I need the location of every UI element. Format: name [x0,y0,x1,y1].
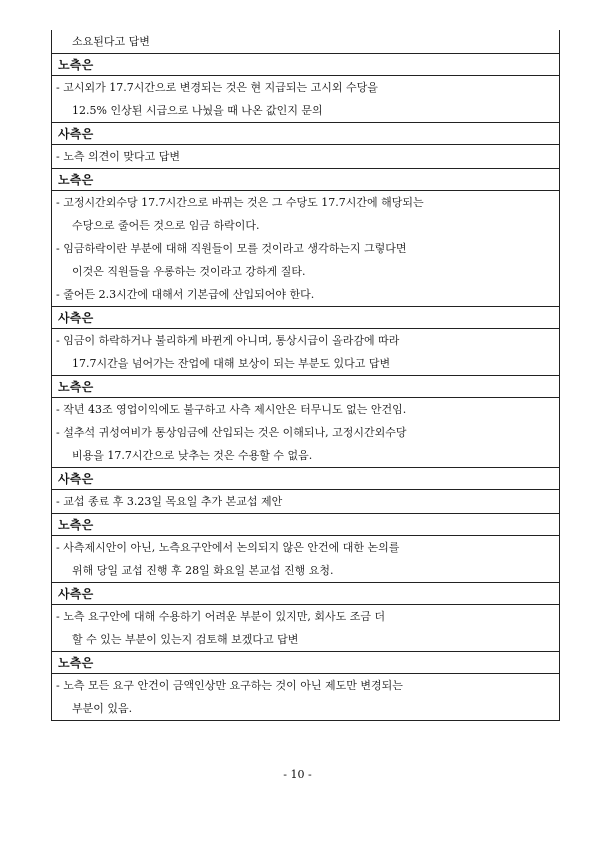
text-line: 17.7시간을 넘어가는 잔업에 대해 보상이 되는 부분도 있다고 답변 [72,357,391,370]
block-3 [52,190,559,306]
text-line: - 교섭 종료 후 3.23일 목요일 추가 본교섭 제안 [56,495,283,508]
block-body [52,398,559,467]
block-9 [52,673,559,720]
block-8 [52,604,559,651]
block-5 [52,397,559,467]
text-line: 12.5% 인상된 시급으로 나눴을 때 나온 값인지 문의 [72,104,323,117]
block-6 [52,489,559,513]
minutes-table [51,30,560,721]
text-line: - 고시외가 17.7시간으로 변경되는 것은 현 지급되는 고시외 수당을 [56,81,378,94]
block-7 [52,535,559,582]
text-line: - 고정시간외수당 17.7시간으로 바뀌는 것은 그 수당도 17.7시간에 해당되는 [56,196,424,209]
speaker-header: 노측은 [52,513,559,535]
block-1 [52,75,559,122]
speaker-header: 사측은 [52,582,559,604]
text-line: - 노측 요구안에 대해 수용하기 어려운 부분이 있지만, 회사도 조금 더 [56,610,386,623]
speaker-header: 사측은 [52,306,559,328]
block-body [52,536,559,582]
speaker-header: 노측은 [52,168,559,190]
block-2 [52,144,559,168]
block-body [52,490,559,513]
speaker-header: 노측은 [52,651,559,673]
text-line: 부분이 있음. [72,702,133,715]
block-4 [52,328,559,375]
block-0 [52,30,559,53]
text-line: 비용을 17.7시간으로 낮추는 것은 수용할 수 없음. [72,449,313,462]
text-line: - 설추석 귀성여비가 통상임금에 산입되는 것은 이해되나, 고정시간외수당 [56,426,407,439]
text-line: - 임금하락이란 부분에 대해 직원들이 모를 것이라고 생각하는지 그렇다면 [56,242,407,255]
text-line: - 임금이 하락하거나 불리하게 바뀐게 아니며, 통상시급이 올라감에 따라 [56,334,400,347]
text-line: 소요된다고 답변 [72,35,150,48]
text-line: - 줄어든 2.3시간에 대해서 기본급에 산입되어야 한다. [56,288,315,301]
text-line: 이것은 직원들을 우롱하는 것이라고 강하게 질타. [72,265,306,278]
text-line: - 노측 모든 요구 안건이 금액인상만 요구하는 것이 아닌 제도만 변경되는 [56,679,403,692]
block-body [52,674,559,720]
text-line: 수당으로 줄어든 것으로 임금 하락이다. [72,219,260,232]
block-body [52,329,559,375]
block-body [52,191,559,306]
block-body [52,605,559,651]
block-body [52,145,559,168]
text-line: - 노측 의견이 맞다고 답변 [56,150,180,163]
text-line: - 작년 43조 영업이익에도 불구하고 사측 제시안은 터무니도 없는 안건임. [56,403,407,416]
block-body [52,76,559,122]
speaker-header: 사측은 [52,467,559,489]
speaker-header: 사측은 [52,122,559,144]
text-line: 위해 당일 교섭 진행 후 28일 화요일 본교섭 진행 요청. [72,564,334,577]
text-line: 할 수 있는 부분이 있는지 검토해 보겠다고 답변 [72,633,299,646]
speaker-header: 노측은 [52,53,559,75]
page-number: - 10 - [283,768,312,781]
text-line: - 사측제시안이 아닌, 노측요구안에서 논의되지 않은 안건에 대한 논의를 [56,541,400,554]
speaker-header: 노측은 [52,375,559,397]
block-body [52,30,559,53]
